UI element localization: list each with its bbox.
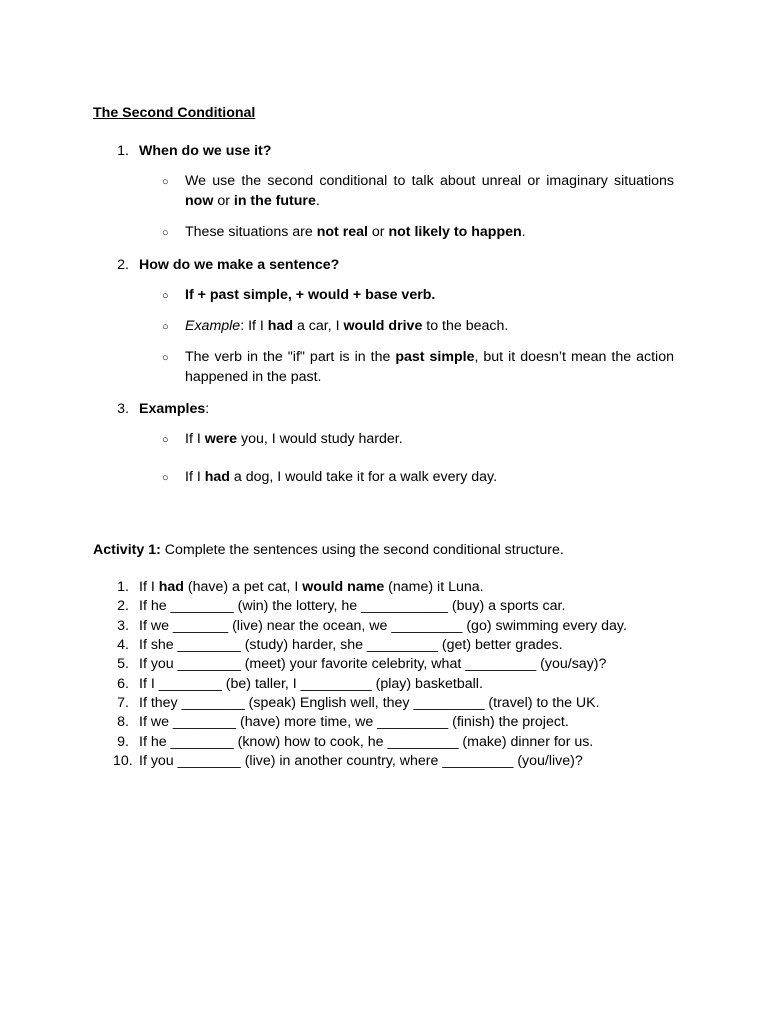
section-number: 1. bbox=[117, 143, 129, 159]
bullet-text: Example: If I had a car, I would drive to the beach. bbox=[185, 318, 509, 334]
activity-item-number: 10. bbox=[113, 753, 133, 769]
section-heading: How do we make a sentence? bbox=[139, 257, 340, 273]
activity-item-number: 7. bbox=[117, 695, 129, 711]
section-heading: When do we use it? bbox=[139, 143, 272, 159]
bullet-icon: ○ bbox=[162, 290, 169, 302]
activity-item: If he ________ (win) the lottery, he ___________ (buy) a sports car. bbox=[139, 598, 566, 614]
bullet-text: If + past simple, + would + base verb. bbox=[185, 287, 436, 303]
activity-item-number: 5. bbox=[117, 656, 129, 672]
activity-item-number: 6. bbox=[117, 676, 129, 692]
activity-item-number: 9. bbox=[117, 734, 129, 750]
activity-item-number: 4. bbox=[117, 637, 129, 653]
section-number: 3. bbox=[117, 401, 129, 417]
activity-item: If she ________ (study) harder, she _________ (get) better grades. bbox=[139, 637, 563, 653]
bullet-icon: ○ bbox=[162, 352, 169, 364]
section-number: 2. bbox=[117, 257, 129, 273]
bullet-icon: ○ bbox=[162, 321, 169, 333]
activity-item-number: 2. bbox=[117, 598, 129, 614]
bullet-text: These situations are not real or not likely to happen. bbox=[185, 224, 526, 240]
activity-item: If we ________ (have) more time, we _________ (finish) the project. bbox=[139, 714, 569, 730]
activity-item-number: 8. bbox=[117, 714, 129, 730]
section-heading: Examples: bbox=[139, 401, 210, 417]
activity-item: If you ________ (meet) your favorite celebrity, what _________ (you/say)? bbox=[139, 656, 607, 672]
bullet-text: If I were you, I would study harder. bbox=[185, 431, 403, 447]
page-title: The Second Conditional bbox=[93, 105, 256, 121]
bullet-text: If I had a dog, I would take it for a walk every day. bbox=[185, 469, 498, 485]
bullet-icon: ○ bbox=[162, 176, 169, 188]
bullet-text: We use the second conditional to talk about unreal or imaginary situations now or in the future. bbox=[185, 173, 674, 209]
activity-item: If I ________ (be) taller, I _________ (play) basketball. bbox=[139, 676, 483, 692]
activity-item: If they ________ (speak) English well, they _________ (travel) to the UK. bbox=[139, 695, 600, 711]
activity-item: If I had (have) a pet cat, I would name (name) it Luna. bbox=[139, 579, 484, 595]
activity-item: If you ________ (live) in another country, where _________ (you/live)? bbox=[139, 753, 583, 769]
bullet-icon: ○ bbox=[162, 434, 169, 446]
activity-item-number: 3. bbox=[117, 618, 129, 634]
bullet-text: The verb in the "if" part is in the past simple, but it doesn’t mean the action happened in the past. bbox=[185, 349, 674, 385]
activity-heading: Activity 1: Complete the sentences using the second conditional structure. bbox=[93, 542, 564, 558]
activity-item: If we _______ (live) near the ocean, we _________ (go) swimming every day. bbox=[139, 618, 627, 634]
bullet-icon: ○ bbox=[162, 227, 169, 239]
activity-item: If he ________ (know) how to cook, he _________ (make) dinner for us. bbox=[139, 734, 594, 750]
activity-item-number: 1. bbox=[117, 579, 129, 595]
bullet-icon: ○ bbox=[162, 472, 169, 484]
